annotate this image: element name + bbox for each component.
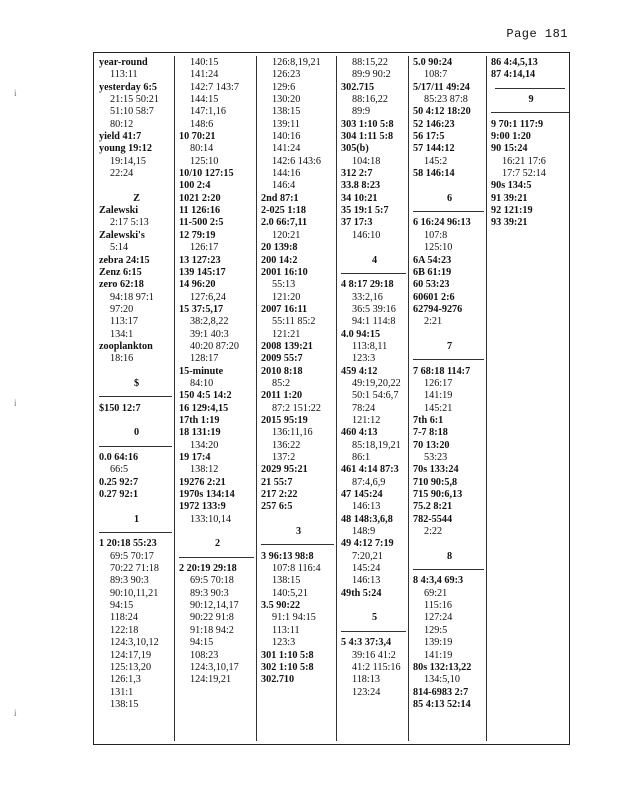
index-reference: 146:13 (352, 501, 381, 513)
index-reference: 40:20 87:20 (190, 340, 239, 352)
index-entry: zero 62:18 (99, 279, 144, 291)
index-entry: 86 4:4,5,13 (491, 57, 538, 68)
index-entry: 7 68:18 114:7 (413, 365, 471, 377)
index-entry: 87 4:14,14 (491, 69, 536, 81)
index-reference: 145:21 (424, 402, 453, 414)
index-reference: 139:11 (272, 118, 300, 130)
index-reference: 145:2 (424, 155, 448, 167)
index-entry: 18 131:19 (179, 427, 221, 439)
index-entry: 3 96:13 98:8 (261, 550, 314, 562)
section-divider (413, 353, 486, 365)
index-entry: 13 127:23 (179, 254, 221, 266)
index-entry: 0.0 64:16 (99, 452, 139, 463)
index-entry: 100 2:4 (179, 180, 211, 192)
index-reference: 140:15 (190, 57, 219, 68)
index-entry: 57 144:12 (413, 143, 455, 155)
index-entry: yield 41:7 (99, 131, 142, 143)
index-reference: 118:13 (352, 674, 380, 686)
index-reference: 123:3 (352, 353, 376, 365)
index-reference: 113:8,11 (352, 340, 388, 352)
index-reference: 78:24 (352, 402, 376, 414)
index-reference: 89:3 90:3 (110, 575, 149, 587)
index-reference: 126:17 (190, 242, 219, 254)
index-entry: 302 1:10 5:8 (261, 661, 314, 673)
index-reference: 94:15 (190, 637, 214, 649)
index-entry: 47 145:24 (341, 489, 383, 501)
index-entry: 715 90:6,13 (413, 489, 463, 501)
index-reference: 89:3 90:3 (190, 587, 229, 599)
index-reference: 134:1 (110, 328, 134, 340)
index-reference: 141:24 (190, 69, 219, 81)
index-reference: 2:21 (424, 316, 443, 328)
index-reference: 22:24 (110, 168, 134, 180)
index-reference: 55:11 85:2 (272, 316, 316, 328)
index-entry: 303 1:10 5:8 (341, 118, 394, 130)
index-entry: 11 126:16 (179, 205, 221, 217)
index-reference: 121:12 (352, 414, 381, 426)
index-entry: 6 16:24 96:13 (413, 217, 471, 229)
index-reference: 146:4 (272, 180, 296, 192)
index-reference: 5:14 (110, 242, 129, 254)
index-entry: 302.710 (261, 674, 295, 686)
index-entry: 80s 132:13,22 (413, 661, 472, 673)
index-reference: 131:1 (110, 686, 134, 698)
section-divider (341, 625, 408, 637)
index-reference: 39:1 40:3 (190, 328, 229, 340)
index-reference: 108:23 (190, 649, 219, 661)
index-entry: 35 19:1 5:7 (341, 205, 389, 217)
index-reference: 113:11 (272, 624, 300, 636)
section-heading: 1 (133, 513, 140, 525)
spacer (99, 180, 174, 192)
index-reference: 142:6 143:6 (272, 155, 321, 167)
index-reference: 147:1,16 (190, 106, 226, 118)
section-divider (341, 267, 408, 279)
index-reference: 145:24 (352, 563, 381, 575)
index-entry: 60 53:23 (413, 279, 450, 291)
index-entry: 5 4:3 37:3,4 (341, 637, 392, 649)
section-divider (99, 390, 174, 402)
word-index-frame (93, 52, 570, 745)
index-reference: 138:12 (190, 464, 219, 476)
index-entry: 70 13:20 (413, 439, 450, 451)
index-reference: 90:10,11,21 (110, 587, 159, 599)
index-reference: 84:10 (190, 377, 214, 389)
index-reference: 134:20 (190, 439, 219, 451)
index-reference: 136:22 (272, 439, 301, 451)
index-entry: year-round (99, 57, 148, 68)
index-reference: 139:19 (424, 637, 453, 649)
index-entry: 301 1:10 5:8 (261, 649, 314, 661)
spacer (413, 538, 486, 550)
spacer (341, 242, 408, 254)
index-entry: 782-5544 (413, 513, 453, 525)
index-entry: 1021 2:20 (179, 192, 221, 204)
section-divider (99, 526, 174, 538)
index-entry: 19276 2:21 (179, 476, 226, 488)
index-entry: 5/17/11 49:24 (413, 81, 470, 93)
index-entry: 15-minute (179, 365, 224, 377)
index-reference: 85:2 (272, 377, 291, 389)
index-reference: 133:10,14 (190, 513, 232, 525)
index-reference: 89:9 (352, 106, 371, 118)
index-entry: 2.0 66:7,11 (261, 217, 308, 229)
spacer (179, 526, 256, 538)
index-entry: 93 39:21 (491, 217, 528, 229)
index-entry: 49th 5:24 (341, 587, 382, 599)
index-reference: 113:11 (110, 69, 138, 81)
index-column-4 (336, 53, 408, 744)
index-entry: Zalewski (99, 205, 139, 217)
index-entry: 1970s 134:14 (179, 489, 235, 501)
index-reference: 124:17,19 (110, 649, 152, 661)
index-entry: $150 12:7 (99, 402, 141, 414)
index-entry: 200 14:2 (261, 254, 298, 266)
index-reference: 137:2 (272, 452, 296, 463)
margin-mark: i (14, 708, 17, 718)
index-entry: zooplankton (99, 340, 153, 352)
index-reference: 33:2,16 (352, 291, 383, 303)
index-entry: 312 2:7 (341, 168, 373, 180)
index-entry: young 19:12 (99, 143, 152, 155)
index-reference: 136:11,16 (272, 427, 313, 439)
index-reference: 69:5 70:17 (110, 550, 154, 562)
index-reference: 80:14 (190, 143, 214, 155)
index-entry: 4.0 94:15 (341, 328, 381, 340)
index-reference: 146:10 (352, 229, 381, 241)
margin-mark: i (14, 88, 17, 98)
index-entry: 85 4:13 52:14 (413, 698, 471, 710)
index-entry: 14 96:20 (179, 279, 216, 291)
index-entry: 49 4:12 7:19 (341, 538, 394, 550)
index-reference: 128:17 (190, 353, 219, 365)
index-reference: 127:6,24 (190, 291, 226, 303)
index-entry: 19 17:4 (179, 452, 211, 463)
index-column-2 (174, 53, 256, 744)
index-reference: 140:5,21 (272, 587, 308, 599)
index-reference: 146:13 (352, 575, 381, 587)
index-reference: 118:24 (110, 612, 138, 624)
index-reference: 85:18,19,21 (352, 439, 401, 451)
index-reference: 123:24 (352, 686, 381, 698)
index-reference: 121:20 (272, 291, 301, 303)
index-reference: 129:6 (272, 81, 296, 93)
index-entry: 461 4:14 87:3 (341, 464, 399, 476)
section-divider (99, 440, 174, 452)
index-reference: 36:5 39:16 (352, 303, 396, 315)
index-reference: 97:20 (110, 303, 134, 315)
index-entry: 9:00 1:20 (491, 131, 531, 143)
index-entry: 9 70:1 117:9 (491, 118, 544, 130)
index-entry: 10 70:21 (179, 131, 216, 143)
index-entry: 50 4:12 18:20 (413, 106, 471, 118)
index-entry: 91 39:21 (491, 192, 528, 204)
index-entry: 2029 95:21 (261, 464, 308, 476)
index-reference: 144:16 (272, 168, 301, 180)
index-reference: 2:17 5:13 (110, 217, 149, 229)
section-heading: 0 (133, 427, 140, 439)
index-reference: 142:7 143:7 (190, 81, 239, 93)
section-heading: 9 (528, 94, 534, 106)
section-divider (179, 551, 256, 563)
index-reference: 70:22 71:18 (110, 563, 159, 575)
index-entry: 150 4:5 14:2 (179, 390, 232, 402)
section-heading: 6 (446, 192, 453, 204)
index-reference: 66:5 (110, 464, 129, 476)
index-entry: 1972 133:9 (179, 501, 226, 513)
index-reference: 94:15 (110, 600, 134, 612)
section-heading: 2 (214, 538, 221, 550)
index-reference: 138:15 (272, 106, 301, 118)
section-heading: 3 (295, 526, 302, 538)
index-entry: 4 8:17 29:18 (341, 279, 394, 291)
index-reference: 115:16 (424, 600, 452, 612)
index-reference: 120:21 (272, 229, 301, 241)
index-entry: 710 90:5,8 (413, 476, 458, 488)
section-heading: 4 (371, 254, 378, 266)
index-entry: 1 20:18 55:23 (99, 538, 157, 550)
index-reference: 86:1 (352, 452, 371, 463)
index-reference: 125:10 (190, 155, 219, 167)
index-entry: 8 4:3,4 69:3 (413, 575, 464, 587)
index-entry: 75.2 8:21 (413, 501, 453, 513)
index-entry: 3.5 90:22 (261, 600, 301, 612)
index-reference: 127:24 (424, 612, 453, 624)
index-entry: 56 17:5 (413, 131, 445, 143)
index-entry: 20 139:8 (261, 242, 298, 254)
index-entry: 2nd 87:1 (261, 192, 299, 204)
index-entry: 6A 54:23 (413, 254, 452, 266)
index-entry: 257 6:5 (261, 501, 293, 513)
index-reference: 122:18 (110, 624, 139, 636)
index-reference: 113:17 (110, 316, 138, 328)
index-entry: 48 148:3,6,8 (341, 513, 393, 525)
index-reference: 141:19 (424, 390, 453, 402)
index-reference: 87:4,6,9 (352, 476, 386, 488)
index-entry: 52 146:23 (413, 118, 455, 130)
index-column-5 (408, 53, 486, 744)
margin-mark: i (14, 398, 17, 408)
section-divider (261, 538, 336, 550)
index-entry: 302.715 (341, 81, 375, 93)
index-reference: 104:18 (352, 155, 381, 167)
index-entry: 90 15:24 (491, 143, 528, 155)
index-reference: 140:16 (272, 131, 301, 143)
index-reference: 107:8 (424, 229, 448, 241)
index-entry: 7th 6:1 (413, 414, 444, 426)
spacer (99, 415, 174, 427)
index-reference: 91:1 94:15 (272, 612, 316, 624)
index-entry: Zalewski's (99, 229, 145, 241)
index-entry: 6B 61:19 (413, 266, 452, 278)
index-reference: 125:10 (424, 242, 453, 254)
index-entry: 62794-9276 (413, 303, 463, 315)
index-entry: 11-500 2:5 (179, 217, 224, 229)
index-reference: 124:19,21 (190, 674, 232, 686)
index-entry: 2-025 1:18 (261, 205, 306, 217)
index-column-1 (94, 53, 174, 744)
index-reference: 121:21 (272, 328, 301, 340)
index-entry: 12 79:19 (179, 229, 216, 241)
index-reference: 18:16 (110, 353, 134, 365)
index-reference: 16:21 17:6 (502, 155, 546, 167)
index-reference: 39:16 41:2 (352, 649, 396, 661)
index-entry: 814-6983 2:7 (413, 686, 469, 698)
section-heading: 5 (371, 612, 378, 624)
index-reference: 108:7 (424, 69, 448, 81)
index-reference: 2:22 (424, 526, 443, 538)
index-entry: 2 20:19 29:18 (179, 563, 237, 575)
index-reference: 7:20,21 (352, 550, 383, 562)
index-column-3 (256, 53, 336, 744)
index-entry: 2011 1:20 (261, 390, 303, 402)
index-reference: 90:12,14,17 (190, 600, 239, 612)
spacer (99, 501, 174, 513)
index-reference: 51:10 58:7 (110, 106, 154, 118)
page-number-header: Page 181 (506, 27, 568, 41)
index-reference: 41:2 115:16 (352, 661, 401, 673)
index-reference: 38:2,8,22 (190, 316, 229, 328)
spacer (99, 366, 174, 378)
index-reference: 144:15 (190, 94, 219, 106)
index-entry: 37 17:3 (341, 217, 373, 229)
index-reference: 53:23 (424, 452, 448, 463)
index-reference: 88:16,22 (352, 94, 388, 106)
section-divider (491, 106, 571, 118)
index-entry: 16 129:4,15 (179, 402, 229, 414)
index-entry: 15 37:5,17 (179, 303, 224, 315)
index-reference: 94:1 114:8 (352, 316, 396, 328)
index-entry: 10/10 127:15 (179, 168, 234, 180)
index-entry: Zenz 6:15 (99, 266, 142, 278)
section-divider (491, 82, 571, 94)
spacer (261, 514, 336, 526)
index-reference: 141:24 (272, 143, 301, 155)
index-entry: 70s 133:24 (413, 464, 459, 476)
index-reference: 126:1,3 (110, 674, 141, 686)
index-reference: 148:9 (352, 526, 376, 538)
index-entry: 305(b) (341, 143, 369, 155)
section-divider (413, 205, 486, 217)
index-entry: 0.27 92:1 (99, 489, 139, 501)
index-reference: 55:13 (272, 279, 296, 291)
index-reference: 130:20 (272, 94, 301, 106)
index-reference: 89:9 90:2 (352, 69, 391, 81)
index-entry: 460 4:13 (341, 427, 378, 439)
section-heading: 7 (446, 340, 453, 352)
section-divider (413, 563, 486, 575)
index-reference: 87:2 151:22 (272, 402, 321, 414)
index-reference: 126:23 (272, 69, 301, 81)
index-column-6 (486, 53, 571, 744)
index-reference: 138:15 (110, 698, 139, 710)
index-entry: 139 145:17 (179, 266, 226, 278)
index-reference: 69:5 70:18 (190, 575, 234, 587)
index-entry: 92 121:19 (491, 205, 533, 217)
index-entry: 2015 95:19 (261, 414, 308, 426)
section-heading: 8 (446, 550, 453, 562)
index-reference: 17:7 52:14 (502, 168, 546, 180)
index-entry: yesterday 6:5 (99, 81, 157, 93)
index-entry: 33.8 8:23 (341, 180, 381, 192)
spacer (413, 329, 486, 341)
index-reference: 90:22 91:8 (190, 612, 234, 624)
index-entry: 217 2:22 (261, 489, 298, 501)
index-reference: 123:3 (272, 637, 296, 649)
index-reference: 138:15 (272, 575, 301, 587)
index-entry: 2008 139:21 (261, 340, 313, 352)
spacer (413, 180, 486, 192)
index-reference: 85:23 87:8 (424, 94, 468, 106)
index-reference: 126:8,19,21 (272, 57, 321, 68)
index-entry: 5.0 90:24 (413, 57, 453, 68)
index-entry: 304 1:11 5:8 (341, 131, 394, 143)
index-entry: 90s 134:5 (491, 180, 532, 192)
index-reference: 80:12 (110, 118, 134, 130)
index-reference: 49:19,20,22 (352, 377, 401, 389)
index-entry: 2010 8:18 (261, 365, 303, 377)
index-entry: zebra 24:15 (99, 254, 150, 266)
index-reference: 124:3,10,17 (190, 661, 239, 673)
index-entry: 459 4:12 (341, 365, 378, 377)
index-reference: 94:18 97:1 (110, 291, 154, 303)
index-entry: 34 10:21 (341, 192, 378, 204)
index-reference: 107:8 116:4 (272, 563, 321, 575)
index-reference: 125:13,20 (110, 661, 152, 673)
index-entry: 2001 16:10 (261, 266, 308, 278)
index-reference: 141:19 (424, 649, 453, 661)
index-entry: 17th 1:19 (179, 414, 220, 426)
index-reference: 126:17 (424, 377, 453, 389)
index-reference: 21:15 50:21 (110, 94, 159, 106)
index-reference: 148:6 (190, 118, 214, 130)
index-entry: 0.25 92:7 (99, 476, 139, 488)
section-heading: $ (133, 377, 140, 389)
index-entry: 2007 16:11 (261, 303, 308, 315)
index-reference: 134:5,10 (424, 674, 460, 686)
index-reference: 91:18 94:2 (190, 624, 234, 636)
section-heading: Z (133, 192, 140, 204)
index-reference: 50:1 54:6,7 (352, 390, 399, 402)
index-entry: 7-7 8:18 (413, 427, 448, 439)
spacer (341, 600, 408, 612)
index-entry: 60601 2:6 (413, 291, 455, 303)
index-entry: 21 55:7 (261, 476, 293, 488)
index-reference: 88:15,22 (352, 57, 388, 68)
index-reference: 69:21 (424, 587, 448, 599)
index-reference: 124:3,10,12 (110, 637, 159, 649)
index-reference: 129:5 (424, 624, 448, 636)
index-entry: 58 146:14 (413, 168, 455, 180)
index-reference: 19:14,15 (110, 155, 146, 167)
index-entry: 2009 55:7 (261, 353, 303, 365)
